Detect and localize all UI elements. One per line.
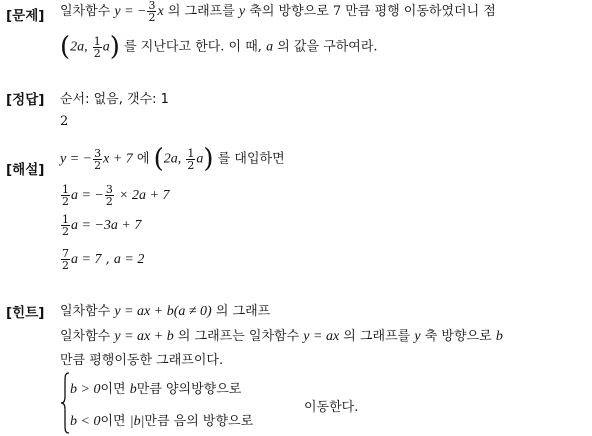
- paren-close: ): [203, 144, 214, 174]
- math-var: b: [495, 329, 503, 344]
- left-brace: [60, 372, 70, 434]
- math-var: b: [129, 382, 137, 397]
- hint-text: 축 방향으로: [424, 329, 492, 344]
- explanation-text: 를 대입하면: [217, 151, 285, 167]
- paren-open: (: [153, 144, 164, 174]
- explanation-line-4: [60, 248, 144, 271]
- math-expr: y = −: [60, 151, 93, 167]
- math-expr: |b|: [129, 414, 145, 429]
- label-explanation: [해설]: [6, 162, 45, 178]
- math-expr: a = 7: [71, 252, 102, 267]
- hint-line-2: [60, 325, 503, 345]
- math-expr: y = ax + b: [114, 329, 174, 344]
- label-answer: [정답]: [6, 92, 45, 108]
- case-negative: [70, 410, 253, 430]
- explanation-line-3: [60, 214, 141, 237]
- problem-line-2: [60, 34, 378, 60]
- hint-text: 만큼 음의 방향으로: [144, 414, 254, 429]
- explanation-line-1: [60, 146, 285, 172]
- answer-line-1: 순서: 없음, 갯수: 1: [60, 92, 169, 107]
- fraction: $\frac{1}{2}$: [187, 146, 195, 172]
- problem-text: 를 지난다고 한다. 이 때,: [124, 39, 262, 55]
- fraction: $\frac{1}{2}$: [62, 213, 69, 238]
- problem-text: 일차함수: [60, 4, 111, 19]
- explanation-line-2: [60, 184, 169, 207]
- hint-text: 일차함수: [60, 304, 111, 319]
- math-var: y: [238, 4, 246, 19]
- hint-text: 일차함수: [60, 329, 111, 344]
- hint-line-3: 만큼 평행이동한 그래프이다.: [60, 353, 224, 368]
- math-expr: × 2a + 7: [119, 188, 170, 203]
- math-expr: b < 0: [70, 414, 101, 429]
- label-problem: [문제]: [6, 8, 45, 24]
- math-var: y: [414, 329, 421, 344]
- math-var: a: [196, 151, 204, 167]
- hint-text: 의 그래프를: [343, 329, 411, 344]
- math-expr: a = −: [71, 188, 104, 203]
- hint-text: 이면: [100, 382, 126, 397]
- fraction: $\frac{1}{2}$: [62, 183, 69, 208]
- math-expr: 2a,: [163, 151, 182, 167]
- fraction: $\frac{3}{2}$: [148, 0, 156, 24]
- math-expr: y = ax: [303, 329, 340, 344]
- hint-text: 이면: [100, 414, 126, 429]
- math-expr: y = ax + b(a ≠ 0): [114, 304, 212, 319]
- math-expr: b > 0: [70, 382, 101, 397]
- fraction: $\frac{7}{2}$: [62, 247, 69, 272]
- paren-open: (: [60, 32, 71, 62]
- problem-text: 의 그래프를: [167, 4, 235, 19]
- case-positive: [70, 378, 241, 398]
- math-expr: a = −3a + 7: [71, 218, 142, 233]
- answer-line-2: 2: [60, 114, 69, 129]
- hint-text: 의 그래프: [215, 304, 271, 319]
- math-var: x: [157, 4, 164, 19]
- hint-cases: [60, 372, 390, 434]
- fraction: $\frac{3}{2}$: [94, 146, 102, 172]
- paren-close: ): [109, 32, 120, 62]
- fraction: $\frac{1}{2}$: [93, 34, 101, 60]
- math-var: a: [102, 39, 110, 55]
- problem-line-1: [60, 0, 496, 23]
- separator: ,: [105, 252, 110, 267]
- math-expr: 2a,: [70, 39, 88, 55]
- problem-text: 축의 방향으로 7 만큼 평행 이동하였더니 점: [249, 4, 496, 19]
- math-expr: a = 2: [113, 252, 145, 267]
- problem-text: 의 값을 구하여라.: [277, 39, 378, 55]
- hint-tail: 이동한다.: [304, 400, 359, 415]
- hint-line-1: [60, 300, 270, 320]
- hint-text: 의 그래프는 일차함수: [177, 329, 300, 344]
- math-expr: y = −: [114, 4, 147, 19]
- label-hint: [힌트]: [6, 305, 45, 321]
- math-expr: x + 7: [103, 151, 133, 167]
- fraction: $\frac{3}{2}$: [105, 183, 113, 208]
- hint-text: 만큼 양의방향으로: [136, 382, 242, 397]
- math-var: a: [266, 39, 274, 55]
- explanation-text: 에: [136, 151, 150, 167]
